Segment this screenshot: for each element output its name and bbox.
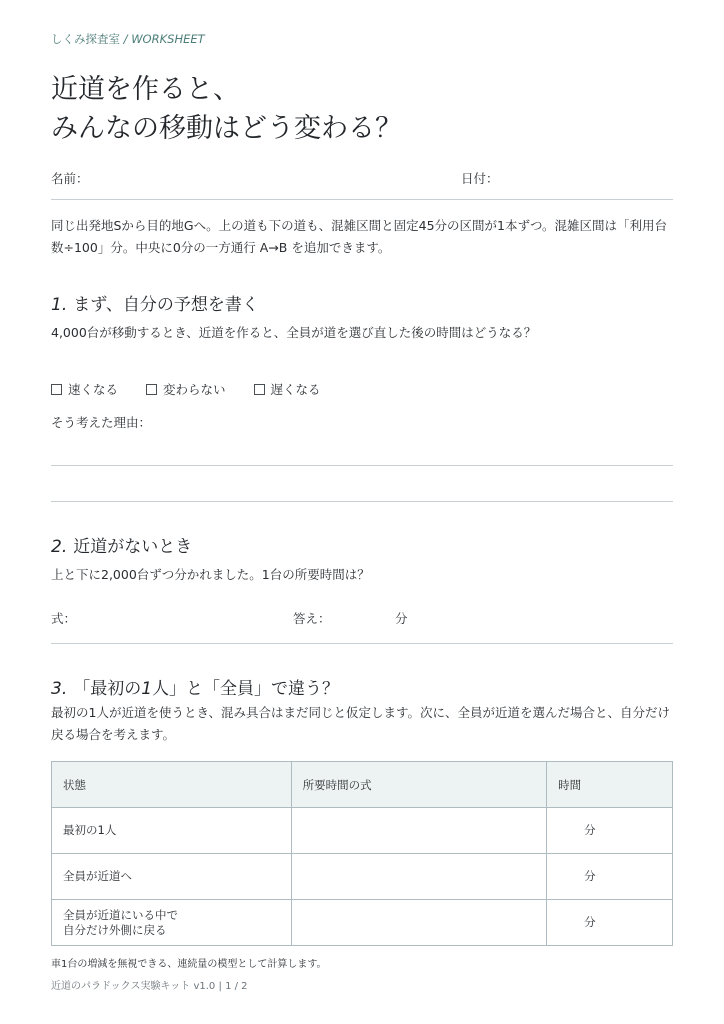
worksheet-kind: WORKSHEET bbox=[131, 32, 205, 46]
header-state: 状態 bbox=[52, 762, 292, 808]
table-row bbox=[52, 854, 673, 900]
reason-label: そう考えた理由： bbox=[51, 415, 152, 430]
choice-same[interactable] bbox=[146, 380, 226, 398]
section-3-heading-pre: 「最初の bbox=[73, 679, 142, 699]
header-formula: 所要時間の式 bbox=[291, 762, 547, 808]
section-2-number: 2. bbox=[51, 537, 68, 557]
section-1-question: 4,000台が移動するとき、近道を作ると、全員が道を選び直した後の時間はどうなる？ bbox=[51, 325, 537, 340]
section-3-heading-post: 人」と「全員」で違う？ bbox=[152, 679, 340, 699]
section-2-title bbox=[51, 532, 192, 557]
section-2-divider bbox=[51, 643, 673, 644]
choice-slower-label: 遅くなる bbox=[270, 382, 321, 397]
row-state-first-person: 最初の1人 bbox=[52, 808, 292, 854]
date-label: 日付： bbox=[461, 171, 499, 186]
section-1-number: 1. bbox=[51, 295, 68, 315]
formula-cell[interactable] bbox=[291, 808, 547, 854]
state-line-2: 自分だけ外側に戻る bbox=[63, 922, 167, 937]
section-1-heading: まず、自分の予想を書く bbox=[73, 295, 259, 315]
time-cell[interactable]: 分 bbox=[547, 854, 673, 900]
section-2-question: 上と下に2,000台ずつ分かれました。1台の所要時間は？ bbox=[51, 567, 370, 582]
checkbox-slower[interactable] bbox=[254, 384, 265, 395]
reason-answer-line-1[interactable] bbox=[51, 465, 673, 466]
table-header-row bbox=[52, 762, 673, 808]
intro-text: 同じ出発地Sから目的地Gへ。上の道も下の道も、混雑区間と固定45分の区間が1本ずつ。混雑区間は「利用台数÷100」分。中央に0分の一方通行 A→B を追加できます。 bbox=[51, 218, 667, 255]
time-cell[interactable]: 分 bbox=[547, 808, 673, 854]
footer-divider: | bbox=[218, 981, 222, 992]
prediction-choices bbox=[51, 380, 345, 398]
table-row bbox=[52, 808, 673, 854]
checkbox-same[interactable] bbox=[146, 384, 157, 395]
name-label: 名前： bbox=[51, 171, 89, 186]
section-3-title bbox=[51, 674, 339, 699]
answer-label: 答え： bbox=[293, 611, 331, 626]
reason-answer-line-2[interactable] bbox=[51, 501, 673, 502]
section-3-heading-italic: 1 bbox=[141, 679, 153, 699]
choice-same-label: 変わらない bbox=[163, 382, 226, 397]
formula-cell[interactable] bbox=[291, 854, 547, 900]
page-title bbox=[51, 70, 402, 148]
section-3-description: 最初の1人が近道を使うとき、混み具合はまだ同じと仮定します。次に、全員が近道を選んだ場合と、自分だけ戻る場合を考えます。 bbox=[51, 705, 670, 742]
section-3-number: 3. bbox=[51, 679, 68, 699]
header-divider bbox=[51, 199, 673, 200]
brand-header bbox=[51, 31, 205, 47]
model-note: 車1台の増減を無視できる、連続量の模型として計算します。 bbox=[51, 959, 327, 970]
formula-label: 式： bbox=[51, 611, 77, 626]
title-line-2: みんなの移動はどう変わる？ bbox=[51, 113, 402, 144]
title-line-1: 近道を作ると、 bbox=[51, 74, 240, 105]
answer-unit: 分 bbox=[395, 611, 408, 626]
brand-separator: / bbox=[120, 32, 132, 46]
row-state-only-me-outside bbox=[52, 900, 292, 946]
row-state-everyone-shortcut: 全員が近道へ bbox=[52, 854, 292, 900]
choice-faster[interactable] bbox=[51, 380, 118, 398]
section-1-title bbox=[51, 290, 259, 315]
table-row bbox=[52, 900, 673, 946]
brand-name: しくみ探査室 bbox=[51, 32, 120, 46]
checkbox-faster[interactable] bbox=[51, 384, 62, 395]
state-line-1: 全員が近道にいる中で bbox=[63, 907, 178, 922]
footer-kit-name: 近道のパラドックス実験キット v1.0 bbox=[51, 981, 216, 992]
answer-table bbox=[51, 761, 673, 946]
choice-slower[interactable] bbox=[254, 380, 321, 398]
time-cell[interactable]: 分 bbox=[547, 900, 673, 946]
choice-faster-label: 速くなる bbox=[68, 382, 119, 397]
footer-page-number: 1 / 2 bbox=[225, 981, 248, 992]
section-2-heading: 近道がないとき bbox=[73, 537, 193, 557]
header-time: 時間 bbox=[547, 762, 673, 808]
formula-cell[interactable] bbox=[291, 900, 547, 946]
page-footer bbox=[51, 977, 248, 992]
